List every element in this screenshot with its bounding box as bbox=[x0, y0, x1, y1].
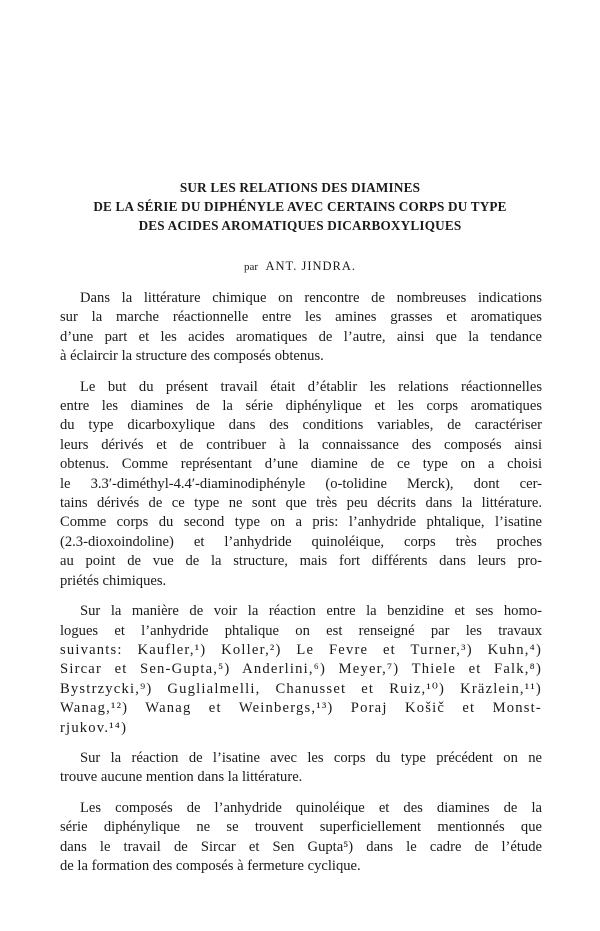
text-line: de la formation des composés à fermeture cyclique. bbox=[60, 857, 361, 874]
text-line: Sur la réaction de l’isatine avec les corps du type précédent on ne bbox=[80, 749, 542, 766]
text-line: Bystrzycki,⁹) Guglialmelli, Chanusset et Ruiz,¹⁰) Kräzlein,¹¹) bbox=[60, 680, 542, 697]
text-line: logues et l’anhydride phtalique on est renseigné par les travaux bbox=[60, 622, 542, 639]
paragraph-isatine bbox=[60, 749, 542, 788]
text-line: Sircar et Sen-Gupta,⁵) Anderlini,⁶) Meyer,⁷) Thiele et Falk,⁸) bbox=[60, 661, 542, 678]
article-body bbox=[60, 289, 542, 887]
text-line: Sur la manière de voir la réaction entre la benzidine et ses homo- bbox=[80, 603, 542, 620]
author-prefix: par bbox=[243, 261, 258, 273]
text-line: sur la marche réactionnelle entre les amines grasses et aromatiques bbox=[60, 309, 542, 326]
text-line: Comme corps du second type on a pris: l’anhydride phtalique, l’isatine bbox=[60, 514, 542, 531]
text-line: Le but du présent travail était d’établir les relations réactionnelles bbox=[80, 378, 542, 395]
text-line: au point de vue de la structure, mais fort différents dans leurs pro- bbox=[60, 553, 542, 570]
text-line: tains dérivés de ce type ne sont que très peu décrits dans la littérature. bbox=[60, 495, 542, 512]
text-line: Wanag,¹²) Wanag et Weinbergs,¹³) Poraj Košič et Monst- bbox=[60, 700, 542, 717]
text-line: suivants: Kaufler,¹) Koller,²) Le Fevre et Turner,³) Kuhn,⁴) bbox=[60, 641, 542, 658]
text-line: d’une part et les acides aromatiques de l’autre, ainsi que la tendance bbox=[60, 328, 542, 345]
title-line: DES ACIDES AROMATIQUES DICARBOXYLIQUES bbox=[138, 218, 462, 233]
text-line: priétés chimiques. bbox=[60, 572, 167, 589]
text-line: Les composés de l’anhydride quinoléique et des diamines de la bbox=[80, 799, 542, 816]
title-line: SUR LES RELATIONS DES DIAMINES bbox=[179, 180, 421, 195]
text-line: leurs dérivés et de contribuer à la connaissance des composés ainsi bbox=[60, 436, 542, 453]
text-line: série diphénylique ne se trouvent superficiellement mentionnés que bbox=[60, 819, 542, 836]
text-line: rjukov.¹⁴) bbox=[60, 719, 128, 736]
title-line: DE LA SÉRIE DU DIPHÉNYLE AVEC CERTAINS CORPS DU TYPE bbox=[93, 199, 507, 214]
text-line: dans le travail de Sircar et Sen Gupta⁵) dans le cadre de l’étude bbox=[60, 838, 542, 855]
paragraph-quinoleique bbox=[60, 799, 542, 877]
paragraph-purpose bbox=[60, 378, 542, 591]
article-title bbox=[60, 178, 540, 235]
text-line: Dans la littérature chimique on rencontre de nombreuses indications bbox=[80, 290, 542, 306]
text-line: trouve aucune mention dans la littérature. bbox=[60, 769, 303, 786]
paragraph-references bbox=[60, 602, 542, 738]
text-line: le 3.3′-diméthyl-4.4′-diaminodiphényle (o-tolidine Merck), dont cer- bbox=[60, 475, 542, 492]
author-byline bbox=[0, 259, 600, 274]
text-line: du type dicarboxylique dans des conditions variables, de caractériser bbox=[60, 417, 542, 434]
author-name: ANT. JINDRA. bbox=[265, 259, 357, 273]
text-line: (2.3-dioxoindoline) et l’anhydride quinoléique, corps très proches bbox=[60, 533, 542, 550]
text-line: entre les diamines de la série diphénylique et les corps aromatiques bbox=[60, 398, 542, 415]
paragraph-intro bbox=[60, 289, 542, 367]
text-line: à éclaircir la structure des composés obtenus. bbox=[60, 348, 324, 365]
text-line: obtenus. Comme représentant d’une diamine de ce type on a choisi bbox=[60, 456, 542, 473]
